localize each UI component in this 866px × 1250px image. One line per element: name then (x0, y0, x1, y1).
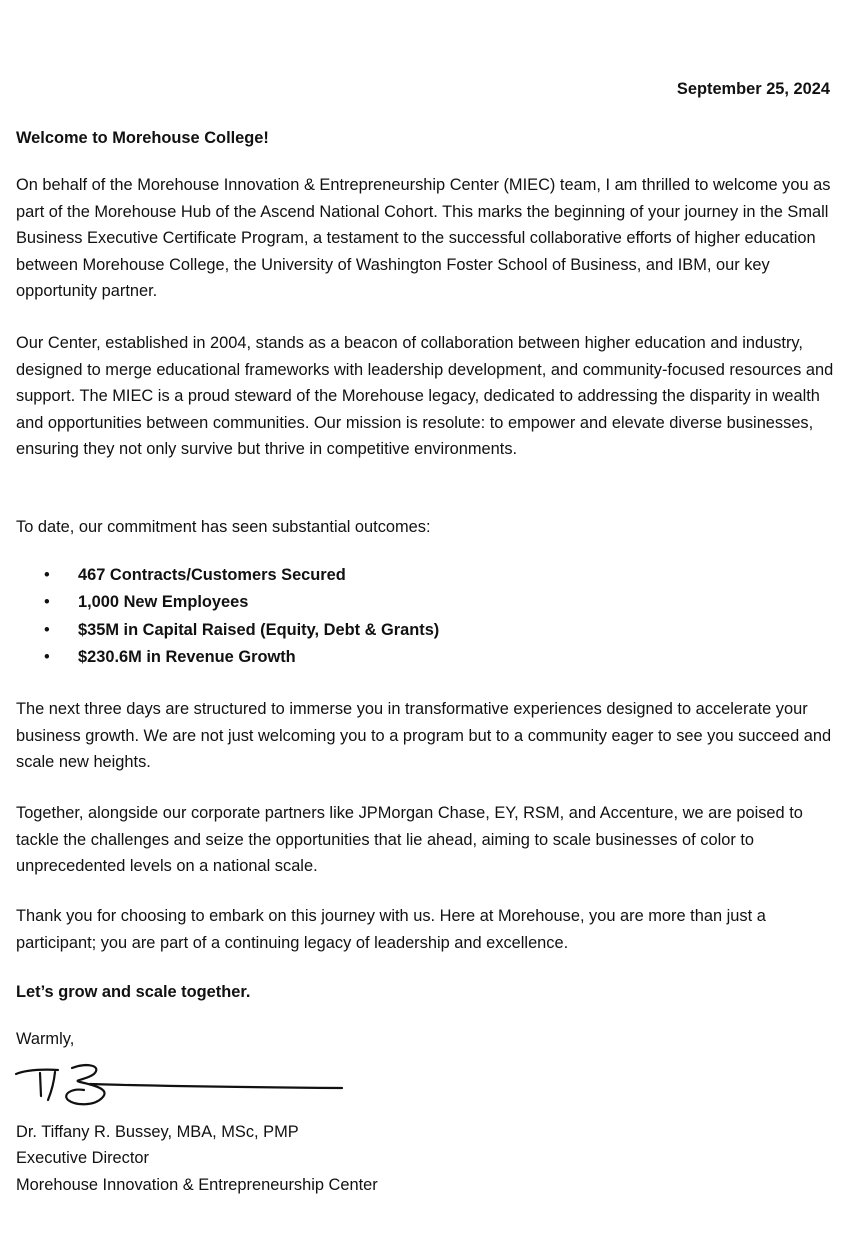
bullet-icon: • (44, 566, 50, 584)
paragraph-welcome: On behalf of the Morehouse Innovation & Entrepreneurship Center (MIEC) team, I am thrilled to welcome you as part of the Morehouse Hub of the Ascend National Cohort. This marks the beginning of your journey in the Small Business Executive Certificate Program, a testament to the successful collaborative efforts of higher education between Morehouse College, the University of Washington Foster School of Business, and IBM, our key opportunity partner. (16, 176, 831, 301)
signatory-name: Dr. Tiffany R. Bussey, MBA, MSc, PMP (16, 1123, 299, 1141)
letter-date: September 25, 2024 (676, 80, 830, 98)
sign-off: Warmly, (16, 1030, 75, 1048)
paragraph-corporate-partners: Together, alongside our corporate partners like JPMorgan Chase, EY, RSM, and Accenture, we are poised to tackle the challenges and seize the opportunities that lie ahead, aiming to scale businesses of color to unprecedented levels on a national scale. (16, 804, 803, 876)
outcomes-list (16, 562, 439, 672)
list-item (16, 644, 439, 671)
paragraph-next-three-days: The next three days are structured to immerse you in transformative experiences designed to accelerate your business growth. We are not just welcoming you to a program but to a community eager to see you succeed and scale new heights. (16, 700, 832, 772)
list-item (16, 562, 439, 589)
paragraph-thank-you: Thank you for choosing to embark on this journey with us. Here at Morehouse, you are more than just a participant; you are part of a continuing legacy of leadership and excellence. (16, 907, 766, 952)
signature-block (16, 1119, 378, 1198)
outcome-employees: 1,000 New Employees (78, 593, 249, 612)
bullet-icon: • (44, 648, 50, 667)
list-item (16, 589, 439, 616)
bullet-icon: • (44, 593, 50, 612)
list-item (16, 617, 439, 644)
closing-line: Let’s grow and scale together. (16, 983, 251, 1001)
paragraph-outcomes-intro: To date, our commitment has seen substantial outcomes: (16, 518, 431, 536)
handwritten-signature (10, 1060, 350, 1114)
outcome-capital: $35M in Capital Raised (Equity, Debt & Grants) (78, 620, 440, 639)
bullet-icon: • (44, 620, 50, 639)
outcome-revenue: $230.6M in Revenue Growth (78, 648, 296, 667)
outcome-contracts: 467 Contracts/Customers Secured (78, 566, 346, 584)
greeting-heading: Welcome to Morehouse College! (16, 129, 269, 147)
signatory-organization: Morehouse Innovation & Entrepreneurship Center (16, 1175, 378, 1194)
paragraph-center-mission: Our Center, established in 2004, stands as a beacon of collaboration between higher education and industry, designed to merge educational frameworks with leadership development, and community-focused resources and support. The MIEC is a proud steward of the Morehouse legacy, dedicated to addressing the disparity in wealth and opportunities between communities. Our mission is resolute: to empower and elevate diverse businesses, ensuring they not only survive but thrive in competitive environments. (16, 334, 834, 459)
signatory-title: Executive Director (16, 1149, 149, 1168)
